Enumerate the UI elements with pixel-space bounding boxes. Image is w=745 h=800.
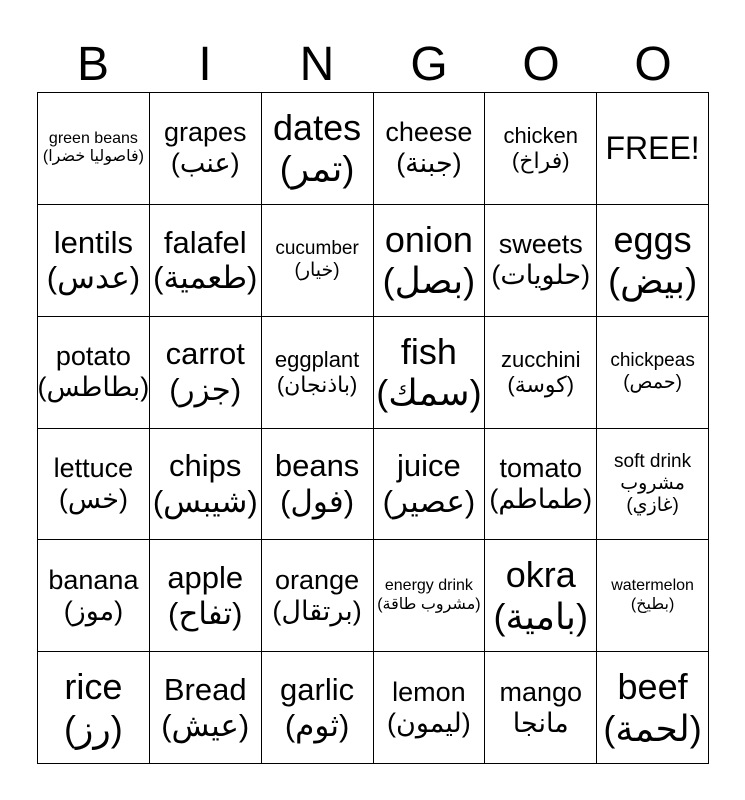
cell-english-word: lemon	[392, 676, 466, 707]
bingo-cell[interactable]	[150, 205, 262, 317]
bingo-cell[interactable]	[597, 317, 709, 429]
cell-english-word: tomato	[499, 452, 582, 483]
cell-arabic-word: (شيبس)	[152, 483, 258, 519]
bingo-cell[interactable]	[485, 205, 597, 317]
cell-label	[164, 117, 247, 179]
cell-arabic-word: (لحمة)	[603, 707, 702, 749]
cell-english-word: Bread	[163, 671, 247, 707]
cell-label	[64, 666, 123, 749]
cell-english-word: beans	[274, 448, 360, 484]
cell-arabic-word: (تمر)	[279, 148, 355, 190]
cell-english-word: lettuce	[53, 452, 134, 483]
cell-arabic-word: (كوسة)	[507, 372, 575, 398]
header-letter: O	[522, 38, 560, 91]
cell-label	[43, 130, 144, 167]
cell-arabic-word: (برتقال)	[272, 595, 362, 626]
bingo-cell[interactable]	[150, 429, 262, 541]
bingo-cell[interactable]	[374, 205, 486, 317]
bingo-cell[interactable]	[597, 429, 709, 541]
cell-arabic-word: (سمك)	[376, 372, 482, 414]
bingo-cell[interactable]	[150, 93, 262, 205]
cell-arabic-word: (ثوم)	[284, 707, 350, 743]
cell-arabic-word: (عصير)	[382, 483, 476, 519]
header-letter: B	[76, 38, 109, 91]
cell-arabic-word: مانجا	[512, 707, 569, 738]
cell-english-word: energy drink	[384, 577, 473, 595]
cell-arabic-word: (تفاح)	[168, 595, 243, 631]
bingo-cell[interactable]	[597, 540, 709, 652]
cell-label	[377, 577, 480, 614]
cell-english-word: orange	[275, 564, 360, 595]
cell-english-word: zucchini	[501, 346, 581, 372]
bingo-cell[interactable]	[374, 429, 486, 541]
cell-label	[610, 350, 695, 394]
cell-arabic-word: (فراخ)	[511, 148, 570, 174]
cell-english-word: FREE!	[605, 130, 700, 167]
header-letter: O	[634, 38, 672, 91]
bingo-cell[interactable]	[485, 652, 597, 764]
cell-label	[608, 219, 697, 302]
cell-label	[54, 453, 134, 515]
cell-english-word: juice	[397, 448, 461, 484]
bingo-cell[interactable]	[150, 652, 262, 764]
cell-english-word: rice	[64, 666, 123, 708]
cell-arabic-word: (طعمية)	[153, 260, 258, 296]
cell-arabic-word: (طماطم)	[489, 483, 593, 514]
cell-label	[153, 448, 258, 519]
cell-label	[489, 453, 592, 515]
cell-label	[494, 554, 588, 637]
cell-label	[499, 677, 582, 739]
cell-arabic-word: (عنب)	[170, 148, 240, 179]
bingo-cell[interactable]	[262, 652, 374, 764]
cell-arabic-word: (بيض)	[608, 260, 698, 302]
cell-english-word: lentils	[53, 224, 134, 260]
cell-arabic-word: (باذنجان)	[276, 372, 358, 398]
cell-label	[273, 107, 361, 190]
cell-label	[383, 219, 475, 302]
cell-english-word: beef	[617, 666, 688, 708]
cell-english-word: grapes	[163, 117, 247, 148]
cell-arabic-word: (مشروب طاقة)	[377, 595, 481, 613]
cell-english-word: cheese	[385, 117, 473, 148]
cell-arabic-word: (بامية)	[493, 595, 588, 637]
cell-arabic-word: (ليمون)	[387, 707, 471, 738]
cell-arabic-word: (عيش)	[161, 707, 250, 743]
cell-label	[605, 130, 699, 167]
bingo-cell[interactable]	[38, 205, 150, 317]
header-letter: N	[299, 38, 335, 91]
cell-label	[275, 347, 359, 398]
cell-arabic-word: (جبنة)	[396, 148, 462, 179]
cell-arabic-word: (حلويات)	[491, 260, 591, 291]
cell-label	[280, 672, 354, 743]
bingo-cell[interactable]	[150, 317, 262, 429]
free-space-cell[interactable]	[597, 93, 709, 205]
cell-label	[272, 565, 361, 627]
cell-english-word: cucumber	[275, 238, 359, 260]
bingo-cell[interactable]	[38, 540, 150, 652]
bingo-cell[interactable]	[485, 93, 597, 205]
cell-arabic-word: (عدس)	[46, 260, 141, 296]
cell-english-word: carrot	[165, 336, 245, 372]
cell-english-word: mango	[499, 676, 583, 707]
cell-arabic-word: (خيار)	[294, 260, 340, 282]
cell-arabic-word: (خس)	[58, 483, 128, 514]
cell-label	[503, 123, 578, 174]
bingo-cell[interactable]	[485, 429, 597, 541]
cell-english-word: banana	[48, 564, 139, 595]
cell-english-word: apple	[167, 560, 244, 596]
cell-arabic-word: (بطاطس)	[38, 372, 150, 403]
cell-english-word: potato	[55, 341, 131, 372]
cell-label	[153, 225, 257, 296]
bingo-cell[interactable]	[374, 317, 486, 429]
bingo-cell[interactable]	[597, 652, 709, 764]
cell-label	[599, 451, 706, 517]
cell-english-word: fish	[400, 330, 457, 372]
cell-english-word: sweets	[498, 229, 583, 260]
bingo-cell[interactable]	[374, 652, 486, 764]
bingo-cell[interactable]	[262, 540, 374, 652]
header-letter: I	[198, 38, 212, 91]
cell-english-word: chicken	[503, 123, 579, 149]
bingo-cell[interactable]	[262, 205, 374, 317]
cell-arabic-word: (بطيخ)	[630, 595, 675, 613]
cell-label	[161, 672, 249, 743]
cell-english-word: garlic	[280, 671, 355, 707]
cell-label	[47, 225, 140, 296]
bingo-cell[interactable]	[262, 317, 374, 429]
cell-label	[385, 117, 472, 179]
bingo-cell[interactable]	[262, 93, 374, 205]
bingo-cell[interactable]	[374, 93, 486, 205]
bingo-cell[interactable]	[374, 540, 486, 652]
bingo-cell[interactable]	[150, 540, 262, 652]
cell-label	[611, 577, 694, 614]
cell-label	[603, 666, 701, 749]
cell-english-word: soft drink	[614, 451, 692, 473]
bingo-cell[interactable]	[485, 317, 597, 429]
bingo-cell[interactable]	[38, 317, 150, 429]
cell-english-word: watermelon	[611, 577, 694, 595]
cell-label	[383, 448, 476, 519]
bingo-cell[interactable]	[485, 540, 597, 652]
bingo-cell[interactable]	[597, 205, 709, 317]
cell-label	[387, 677, 471, 739]
cell-english-word: falafel	[163, 224, 247, 260]
cell-english-word: green beans	[48, 130, 138, 148]
cell-label	[275, 238, 358, 282]
cell-label	[491, 229, 590, 291]
cell-label	[501, 347, 580, 398]
bingo-cell[interactable]	[262, 429, 374, 541]
cell-label	[275, 448, 359, 519]
cell-english-word: chickpeas	[610, 350, 695, 372]
bingo-cell[interactable]	[38, 429, 150, 541]
cell-label	[376, 331, 481, 414]
cell-arabic-word: (حمص)	[623, 372, 682, 394]
cell-english-word: chips	[169, 448, 242, 484]
cell-arabic-word: (فول)	[280, 483, 355, 519]
bingo-cell[interactable]	[38, 93, 150, 205]
cell-arabic-word: (موز)	[63, 595, 124, 626]
cell-english-word: dates	[273, 107, 362, 149]
cell-english-word: eggplant	[274, 346, 360, 372]
cell-arabic-word: مشروب (غازي)	[620, 472, 685, 516]
cell-label	[48, 565, 138, 627]
cell-arabic-word: (فاصوليا خضرا)	[42, 148, 144, 166]
cell-label	[166, 336, 245, 407]
bingo-cell[interactable]	[38, 652, 150, 764]
bingo-grid	[37, 92, 709, 764]
cell-english-word: okra	[505, 554, 576, 596]
cell-arabic-word: (رز)	[64, 707, 123, 749]
cell-arabic-word: (جزر)	[169, 372, 242, 408]
header-letter: G	[410, 38, 448, 91]
cell-label	[167, 560, 243, 631]
cell-label	[38, 341, 149, 403]
cell-arabic-word: (بصل)	[382, 260, 476, 302]
cell-english-word: eggs	[613, 218, 692, 260]
bingo-header	[37, 36, 709, 94]
cell-english-word: onion	[384, 218, 473, 260]
